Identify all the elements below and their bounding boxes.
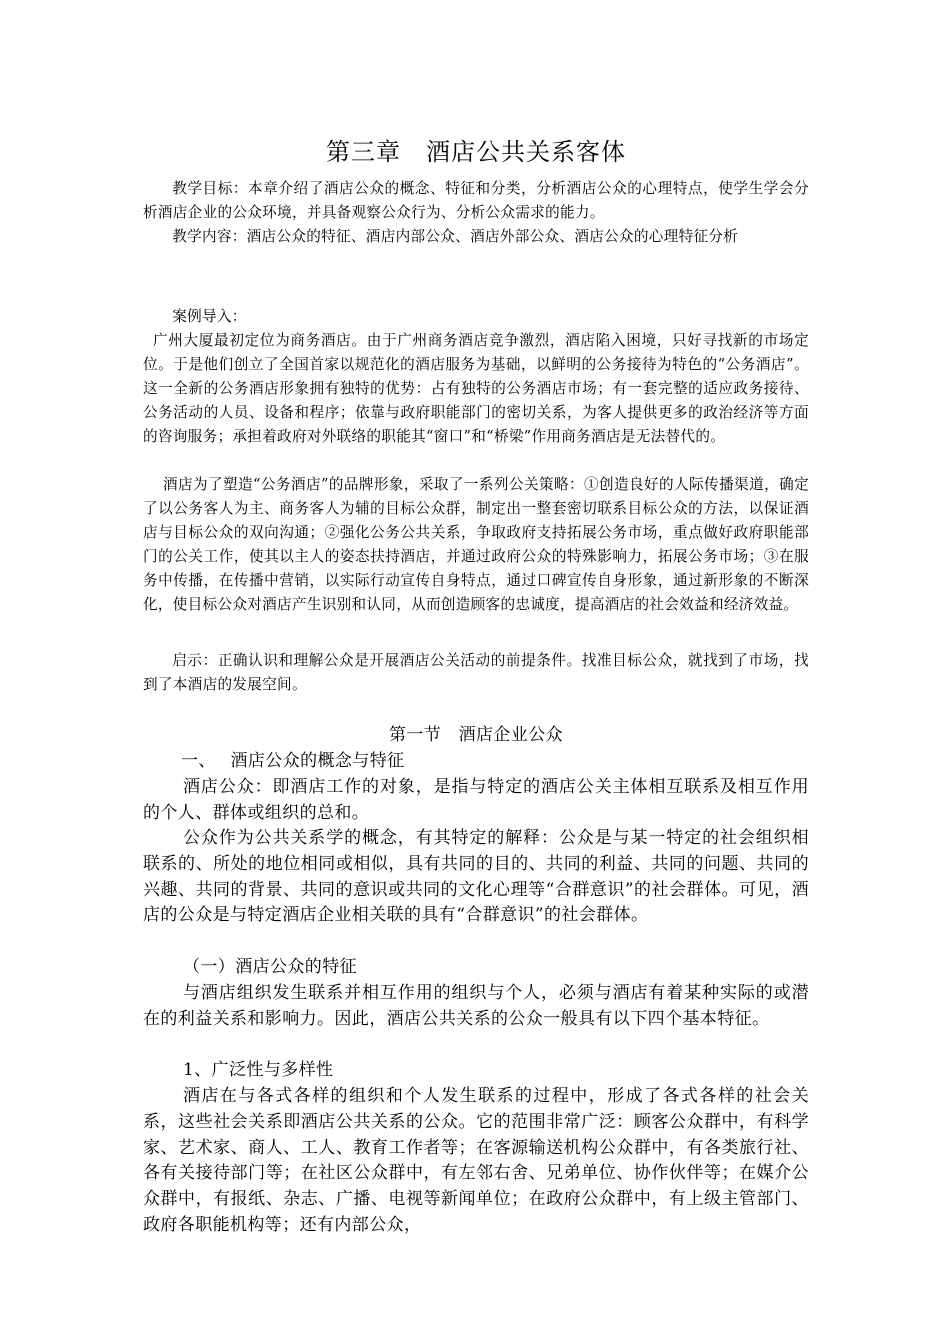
- features-paragraph: 与酒店组织发生联系并相互作用的组织与个人，必须与酒店有着某种实际的或潜在的利益关系和影响力。因此，酒店公共关系的公众一般具有以下四个基本特征。: [143, 983, 809, 1029]
- case-heading: 案例导入：: [172, 308, 247, 325]
- section-title: 第一节 酒店企业公众: [389, 725, 563, 745]
- case-paragraph-1: 广州大厦最初定位为商务酒店。由于广州商务酒店竞争激烈，酒店陷入困境，只好寻找新的市场定位。于是他们创立了全国首家以规范化的酒店服务为基础，以鲜明的公务接待为特色的“公务酒店”。这一全新的公务酒店形象拥有独特的优势：占有独特的公务酒店市场；有一套完整的适应政务接待、公务活动的人员、设备和程序；依靠与政府职能部门的密切关系，为客人提供更多的政治经济等方面的咨询服务；承担着政府对外联络的职能其“窗口”和“桥梁”作用商务酒店是无法替代的。: [143, 332, 809, 445]
- case-insight: 启示：正确认识和理解公众是开展酒店公关活动的前提条件。找准目标公众，就找到了市场，找到了本酒店的发展空间。: [143, 652, 809, 693]
- teaching-contents: 教学内容：酒店公众的特征、酒店内部公众、酒店外部公众、酒店公众的心理特征分析: [172, 228, 739, 245]
- definition-paragraph: 酒店公众：即酒店工作的对象，是指与特定的酒店公关主体相互联系及相互作用的个人、群体或组织的总和。: [143, 777, 809, 823]
- subheading-breadth: 1、广泛性与多样性: [183, 1060, 334, 1080]
- subheading-features: （一）酒店公众的特征: [183, 957, 357, 977]
- chapter-title: 第三章 酒店公共关系客体: [326, 138, 626, 166]
- breadth-paragraph: 酒店在与各式各样的组织和个人发生联系的过程中，形成了各式各样的社会关系，这些社会关系即酒店公共关系的公众。它的范围非常广泛：顾客公众群中，有科学家、艺术家、商人、工人、教育工作者等；在客源输送机构公众群中，有各类旅行社、各有关接待部门等；在社区公众群中，有左邻右舍、兄弟单位、协作伙伴等；在媒介公众群中，有报纸、杂志、广播、电视等新闻单位；在政府公众群中，有上级主管部门、政府各职能机构等；还有内部公众，: [143, 1086, 809, 1235]
- subheading-concept: 一、 酒店公众的概念与特征: [181, 751, 405, 771]
- teaching-objectives: 教学目标：本章介绍了酒店公众的概念、特征和分类，分析酒店公众的心理特点，使学生学会分析酒店企业的公众环境，并具备观察公众行为、分析公众需求的能力。: [143, 180, 809, 221]
- concept-paragraph: 公众作为公共关系学的概念，有其特定的解释：公众是与某一特定的社会组织相联系的、所处的地位相同或相似，具有共同的目的、共同的利益、共同的问题、共同的兴趣、共同的背景、共同的意识或共同的文化心理等“合群意识”的社会群体。可见，酒店的公众是与特定酒店企业相关联的具有“合群意识”的社会群体。: [143, 828, 809, 926]
- case-paragraph-2: 酒店为了塑造“公务酒店”的品牌形象，采取了一系列公关策略：①创造良好的人际传播渠道，确定了以公务客人为主、商务客人为辅的目标公众群，制定出一整套密切联系目标公众的方法，以保证酒店与目标公众的双向沟通；②强化公务公共关系，争取政府支持拓展公务市场，重点做好政府职能部门的公关工作，使其以主人的姿态扶持酒店，并通过政府公众的特殊影响力，拓展公务市场；③在服务中传播，在传播中营销，以实际行动宣传自身特点，通过口碑宣传自身形象，通过新形象的不断深化，使目标公众对酒店产生识别和认同，从而创造顾客的忠诚度，提高酒店的社会效益和经济效益。: [143, 476, 809, 613]
